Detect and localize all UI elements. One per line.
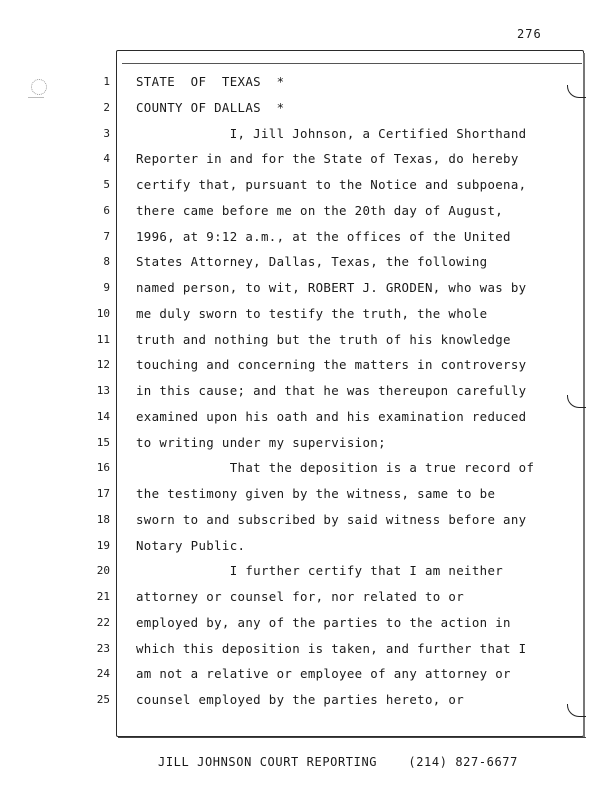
transcript-line (0, 485, 600, 505)
line-number: 10 (96, 306, 110, 320)
line-number: 23 (96, 641, 110, 655)
line-number: 13 (96, 384, 110, 397)
line-text: COUNTY OF DALLAS * (136, 99, 285, 115)
transcript-line (0, 228, 600, 248)
transcript-line (0, 691, 600, 711)
transcript-line (0, 99, 600, 119)
transcript-line (0, 537, 600, 557)
page-number: 276 (517, 27, 542, 41)
line-text: examined upon his oath and his examination reduced (136, 408, 527, 424)
line-text: I further certify that I am neither (136, 563, 504, 579)
line-text: I, Jill Johnson, a Certified Shorthand (136, 125, 527, 141)
transcript-line (0, 511, 600, 531)
frame-bottom-rule (118, 737, 586, 738)
line-text: me duly sworn to testify the truth, the whole (136, 305, 488, 321)
line-text: certify that, pursuant to the Notice and subpoena, (136, 177, 527, 192)
line-number: 22 (96, 615, 110, 629)
line-number: 25 (96, 693, 110, 706)
line-number: 7 (103, 229, 110, 243)
transcript-line (0, 640, 600, 660)
transcript-line (0, 434, 600, 454)
transcript-line (0, 253, 600, 273)
line-number: 9 (103, 281, 110, 294)
line-number: 17 (96, 487, 110, 500)
line-text: touching and concerning the matters in controversy (136, 357, 527, 373)
line-number: 2 (103, 100, 110, 114)
transcript-line (0, 562, 600, 582)
line-number: 21 (96, 590, 110, 603)
line-text: Reporter in and for the State of Texas, do hereby (136, 151, 519, 167)
line-text: Notary Public. (136, 537, 246, 553)
line-text: the testimony given by the witness, same to be (136, 486, 496, 501)
line-number: 3 (103, 126, 110, 140)
transcript-line (0, 356, 600, 376)
line-number: 1 (103, 75, 110, 88)
line-text: STATE OF TEXAS * (136, 74, 285, 89)
line-text: there came before me on the 20th day of August, (136, 202, 504, 218)
line-number: 12 (96, 358, 110, 372)
line-text: States Attorney, Dallas, Texas, the following (136, 254, 488, 270)
line-number: 6 (103, 203, 110, 217)
footer-phone: (214) 827-6677 (408, 755, 518, 769)
line-number: 11 (96, 332, 110, 346)
line-text: sworn to and subscribed by said witness before any (136, 511, 527, 527)
line-text: truth and nothing but the truth of his knowledge (136, 331, 511, 347)
line-number: 24 (96, 667, 110, 681)
transcript-line (0, 382, 600, 402)
line-text: to writing under my supervision; (136, 434, 386, 450)
line-number: 8 (103, 255, 110, 269)
transcript-line (0, 279, 600, 299)
line-text: am not a relative or employee of any attorney or (136, 666, 511, 682)
line-text: That the deposition is a true record of (136, 460, 535, 476)
transcript-line (0, 459, 600, 479)
line-text: employed by, any of the parties to the action in (136, 614, 511, 630)
transcript-line (0, 176, 600, 196)
line-text: which this deposition is taken, and further that I (136, 640, 527, 656)
line-number: 19 (96, 538, 110, 552)
footer (158, 755, 518, 769)
transcript-line (0, 73, 600, 93)
transcript-line (0, 665, 600, 685)
transcript-line (0, 125, 600, 145)
line-number: 16 (96, 461, 110, 475)
transcript-line (0, 202, 600, 222)
line-number: 5 (103, 178, 110, 191)
line-number: 14 (96, 409, 110, 423)
transcript-line (0, 305, 600, 325)
transcript-line (0, 331, 600, 351)
line-text: attorney or counsel for, nor related to or (136, 589, 465, 604)
line-number: 20 (96, 564, 110, 578)
line-text: counsel employed by the parties hereto, or (136, 692, 465, 707)
line-number: 18 (96, 512, 110, 526)
transcript-line (0, 150, 600, 170)
line-text: 1996, at 9:12 a.m., at the offices of the United (136, 228, 511, 244)
footer-company: JILL JOHNSON COURT REPORTING (158, 755, 378, 769)
line-number: 15 (96, 435, 110, 449)
transcript-line (0, 408, 600, 428)
line-number: 4 (103, 152, 110, 166)
line-text: named person, to wit, ROBERT J. GRODEN, who was by (136, 280, 527, 295)
line-text: in this cause; and that he was thereupon carefully (136, 383, 527, 398)
transcript-line (0, 614, 600, 634)
transcript-line (0, 588, 600, 608)
frame-top-rule (122, 63, 582, 64)
